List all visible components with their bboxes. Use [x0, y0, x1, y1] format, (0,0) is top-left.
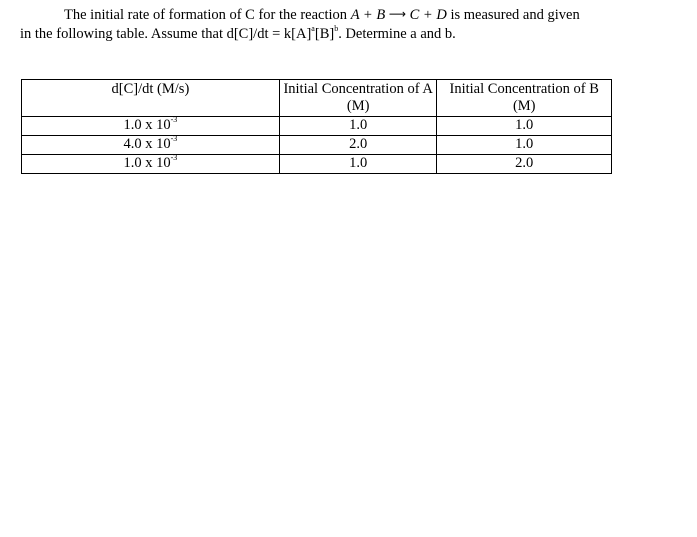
header-conc-a: Initial Concentration of A (M)	[279, 80, 437, 117]
problem-line-1	[20, 6, 680, 25]
rate-cell	[22, 136, 280, 155]
rate-value: 1.0 x 10	[123, 117, 171, 133]
rate-value: 4.0 x 10	[123, 136, 171, 152]
problem-question: . Determine a and b.	[338, 26, 456, 42]
rate-law-text: in the following table. Assume that d[C]/dt = k[A]	[20, 26, 312, 42]
problem-text-measured: is measured and given	[446, 7, 580, 23]
rate-law-text-b: [B]	[314, 26, 335, 42]
conc-b-cell: 1.0	[437, 136, 612, 155]
table-row	[22, 136, 612, 155]
reaction-lhs: A + B	[350, 7, 389, 23]
reaction-rhs: C + D	[406, 7, 447, 23]
rate-exponent: -3	[170, 134, 178, 144]
rate-value: 1.0 x 10	[123, 155, 171, 171]
rate-exponent: -3	[170, 115, 178, 125]
conc-a-cell: 1.0	[279, 117, 437, 136]
conc-a-cell: 2.0	[279, 136, 437, 155]
conc-b-cell: 2.0	[437, 155, 612, 174]
rate-exponent: -3	[170, 153, 178, 163]
conc-b-cell: 1.0	[437, 117, 612, 136]
rate-data-table	[21, 79, 612, 174]
exponent-b: b	[334, 24, 339, 34]
header-rate: d[C]/dt (M/s)	[22, 80, 280, 117]
conc-a-cell: 1.0	[279, 155, 437, 174]
header-conc-b: Initial Concentration of B (M)	[437, 80, 612, 117]
reaction-arrow-icon: ⟶	[388, 7, 407, 21]
table-row	[22, 117, 612, 136]
table-row	[22, 155, 612, 174]
rate-cell	[22, 117, 280, 136]
rate-cell	[22, 155, 280, 174]
problem-text-intro: The initial rate of formation of C for the reaction	[64, 7, 351, 23]
problem-statement	[20, 6, 680, 44]
problem-line-2	[20, 25, 680, 44]
table-header-row	[22, 80, 612, 117]
exponent-a: a	[311, 24, 315, 34]
